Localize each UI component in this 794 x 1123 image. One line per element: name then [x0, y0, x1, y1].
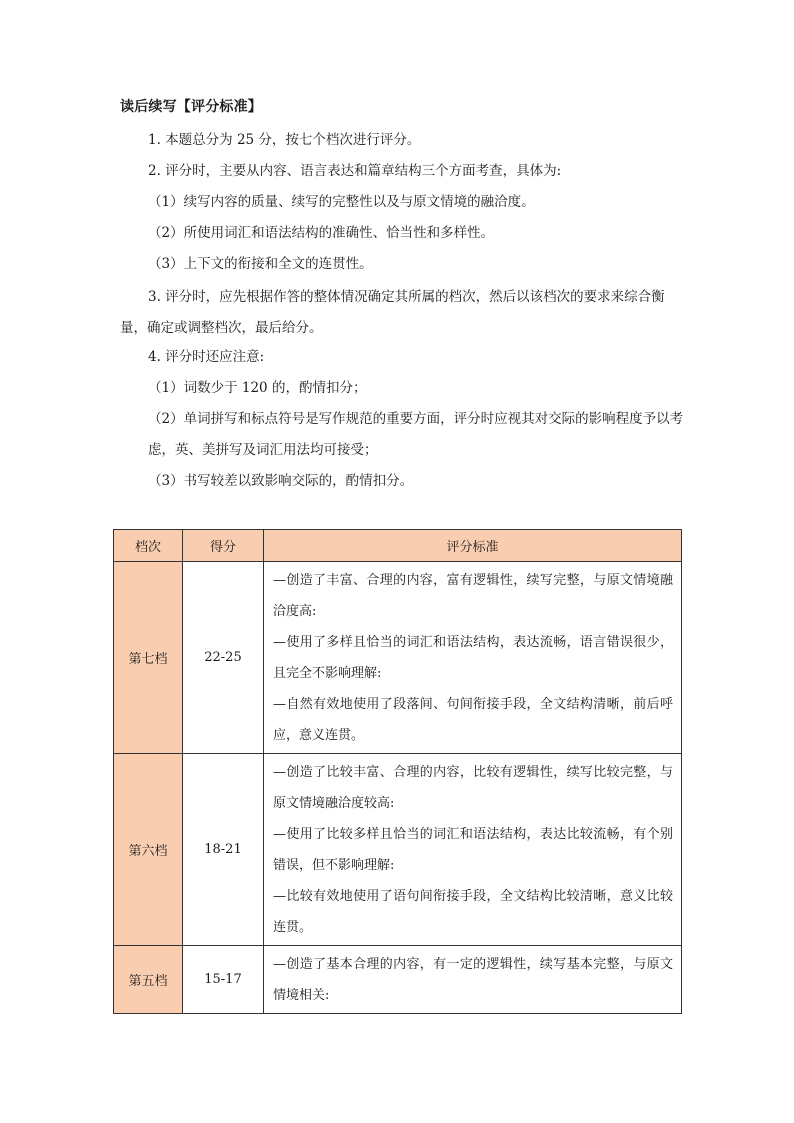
rule-2-item-1: （1）续写内容的质量、续写的完整性以及与原文情境的融洽度。	[148, 194, 535, 210]
table-header-row	[114, 530, 682, 562]
rule-3: 3. 评分时，应先根据作答的整体情况确定其所属的档次，然后以该档次的要求来综合衡量，确定或调整档次，最后给分。	[120, 289, 665, 336]
criteria-cell	[264, 946, 682, 1014]
criteria-line: —创造了比较丰富、合理的内容，比较有逻辑性，续写比较完整，与原文情境融洽度较高:	[273, 765, 673, 811]
rule-4-item-2: （2）单词拼写和标点符号是写作规范的重要方面，评分时应视其对交际的影响程度予以考虑，英、美拼写及词汇用法均可接受；	[148, 411, 684, 458]
criteria-line: —使用了多样且恰当的词汇和语法结构，表达流畅，语言错误很少，且完全不影响理解:	[273, 635, 673, 681]
criteria-line: —创造了基本合理的内容，有一定的逻辑性，续写基本完整，与原文情境相关:	[273, 957, 673, 1003]
header-criteria: 评分标准	[264, 530, 682, 562]
criteria-line: —使用了比较多样且恰当的词汇和语法结构，表达比较流畅，有个别错误，但不影响理解:	[273, 827, 673, 873]
header-level: 档次	[114, 530, 183, 562]
level-cell: 第五档	[114, 946, 183, 1014]
criteria-cell	[264, 754, 682, 946]
score-cell: 18-21	[183, 754, 264, 946]
scoring-table	[113, 529, 682, 1014]
score-cell: 22-25	[183, 562, 264, 754]
rule-4-item-1: （1）词数少于 120 的，酌情扣分；	[148, 380, 367, 396]
table-row	[114, 562, 682, 754]
rule-2: 2. 评分时，主要从内容、语言表达和篇章结构三个方面考查，具体为:	[148, 163, 562, 179]
rule-4-item-3: （3）书写较差以致影响交际的，酌情扣分。	[148, 473, 414, 489]
rule-4: 4. 评分时还应注意:	[148, 349, 265, 365]
rule-2-item-2: （2）所使用词汇和语法结构的准确性、恰当性和多样性。	[148, 225, 495, 241]
table-row	[114, 754, 682, 946]
level-cell: 第七档	[114, 562, 183, 754]
table-row	[114, 946, 682, 1014]
rule-1: 1. 本题总分为 25 分，按七个档次进行评分。	[148, 132, 421, 148]
section-heading: 读后续写【评分标准】	[120, 99, 262, 115]
criteria-line: —自然有效地使用了段落间、句间衔接手段，全文结构清晰，前后呼应，意义连贯。	[273, 697, 673, 743]
criteria-line: —比较有效地使用了语句间衔接手段，全文结构比较清晰，意义比较连贯。	[273, 889, 673, 935]
header-score: 得分	[183, 530, 264, 562]
rule-2-item-3: （3）上下文的衔接和全文的连贯性。	[148, 256, 373, 272]
score-cell: 15-17	[183, 946, 264, 1014]
criteria-line: —创造了丰富、合理的内容，富有逻辑性，续写完整，与原文情境融洽度高:	[273, 573, 673, 619]
level-cell: 第六档	[114, 754, 183, 946]
criteria-cell	[264, 562, 682, 754]
